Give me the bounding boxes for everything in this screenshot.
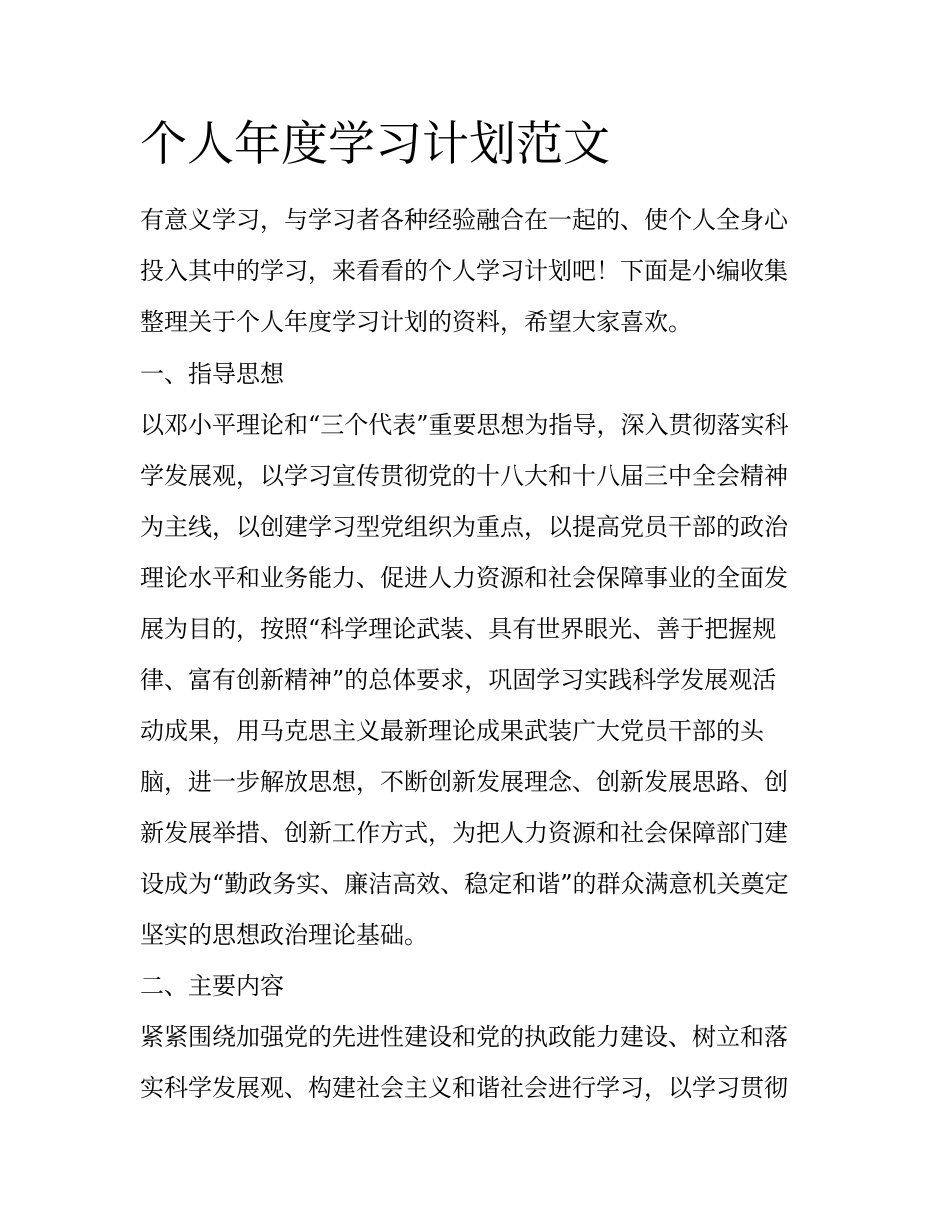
paragraph-line: 为主线，以创建学习型党组织为重点，以提高党员干部的政治 (140, 513, 788, 541)
paragraph-line: 新发展举措、创新工作方式，为把人力资源和社会保障部门建 (140, 819, 788, 847)
paragraph-line: 学发展观，以学习宣传贯彻党的十八大和十八届三中全会精神 (140, 462, 788, 490)
intro-line-1: 有意义学习，与学习者各种经验融合在一起的、使个人全身心 (140, 206, 788, 234)
document-title: 个人年度学习计划范文 (140, 117, 610, 172)
paragraph-line: 动成果，用马克思主义最新理论成果武装广大党员干部的头 (140, 717, 764, 745)
section-heading-main-content: 二、主要内容 (140, 972, 284, 1000)
paragraph-line: 脑，进一步解放思想，不断创新发展理念、创新发展思路、创 (140, 768, 788, 796)
paragraph-line: 理论水平和业务能力、促进人力资源和社会保障事业的全面发 (140, 564, 788, 592)
paragraph-line: 设成为“勤政务实、廉洁高效、稳定和谐”的群众满意机关奠定 (140, 870, 789, 898)
section-heading-guiding-ideology: 一、指导思想 (140, 360, 284, 388)
paragraph-line: 紧紧围绕加强党的先进性建设和党的执政能力建设、树立和落 (140, 1023, 788, 1051)
intro-line-2: 投入其中的学习，来看看的个人学习计划吧！下面是小编收集 (140, 257, 788, 285)
paragraph-line: 以邓小平理论和“三个代表”重要思想为指导，深入贯彻落实科 (140, 411, 789, 439)
intro-line-3: 整理关于个人年度学习计划的资料，希望大家喜欢。 (140, 308, 692, 336)
paragraph-line: 实科学发展观、构建社会主义和谐社会进行学习，以学习贯彻 (140, 1074, 788, 1102)
paragraph-line: 展为目的，按照“科学理论武装、具有世界眼光、善于把握规 (140, 615, 777, 643)
paragraph-line: 坚实的思想政治理论基础。 (140, 921, 428, 949)
paragraph-line: 律、富有创新精神”的总体要求，巩固学习实践科学发展观活 (140, 666, 777, 694)
